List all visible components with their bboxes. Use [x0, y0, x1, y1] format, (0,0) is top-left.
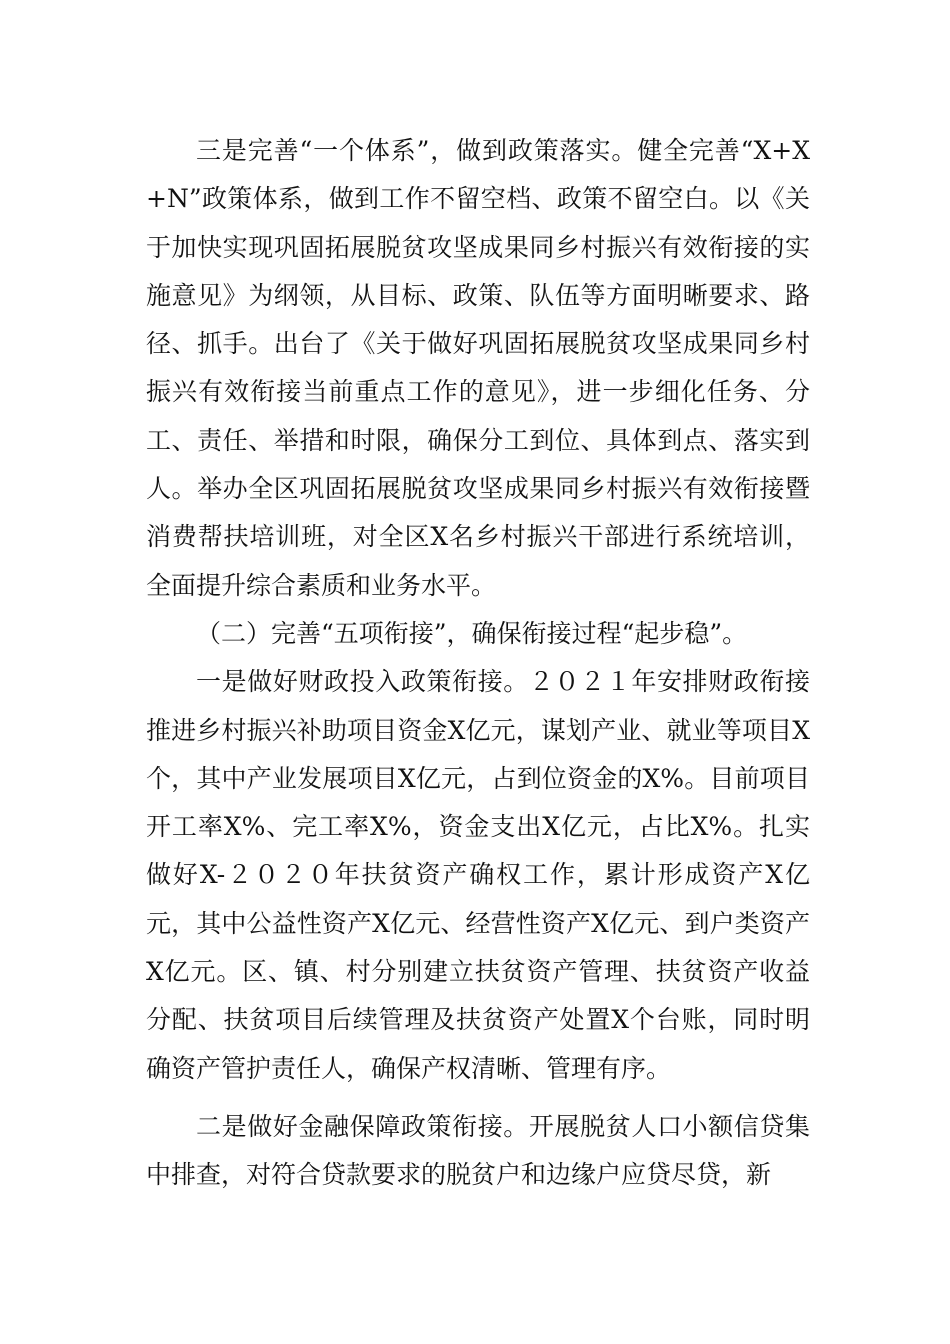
document-body [146, 127, 810, 1200]
paragraph-finance: 二是做好金融保障政策衔接。开展脱贫人口小额信贷集中排查，对符合贷款要求的脱贫户和边缘户应贷尽贷，新 [146, 1111, 810, 1190]
section-heading-five-links: （二）完善“五项衔接”，确保衔接过程“起步稳”。 [196, 618, 748, 648]
paragraph-system: 三是完善“一个体系”，做到政策落实。健全完善“X+X+N”政策体系，做到工作不留空档、政策不留空白。以《关于加快实现巩固拓展脱贫攻坚成果同乡村振兴有效衔接的实施意见》为纲领，从目标、政策、队伍等方面明晰要求、路径、抓手。出台了《关于做好巩固拓展脱贫攻坚成果同乡村振兴有效衔接当前重点工作的意见》，进一步细化任务、分工、责任、举措和时限，确保分工到位、具体到点、落实到人。举办全区巩固拓展脱贫攻坚成果同乡村振兴有效衔接暨消费帮扶培训班，对全区X名乡村振兴干部进行系统培训，全面提升综合素质和业务水平。 [146, 136, 810, 600]
paragraph-fiscal: 一是做好财政投入政策衔接。２０２１年安排财政衔接推进乡村振兴补助项目资金X亿元，谋划产业、就业等项目X个，其中产业发展项目X亿元，占到位资金的X%。目前项目开工率X%、完工率X%，资金支出X亿元，占比X%。扎实做好X-２０２０年扶贫资产确权工作，累计形成资产X亿元，其中公益性资产X亿元、经营性资产X亿元、到户类资产X亿元。区、镇、村分别建立扶贫资产管理、扶贫资产收益分配、扶贫项目后续管理及扶贫资产处置X个台账，同时明确资产管护责任人，确保产权清晰、管理有序。 [146, 667, 810, 1083]
